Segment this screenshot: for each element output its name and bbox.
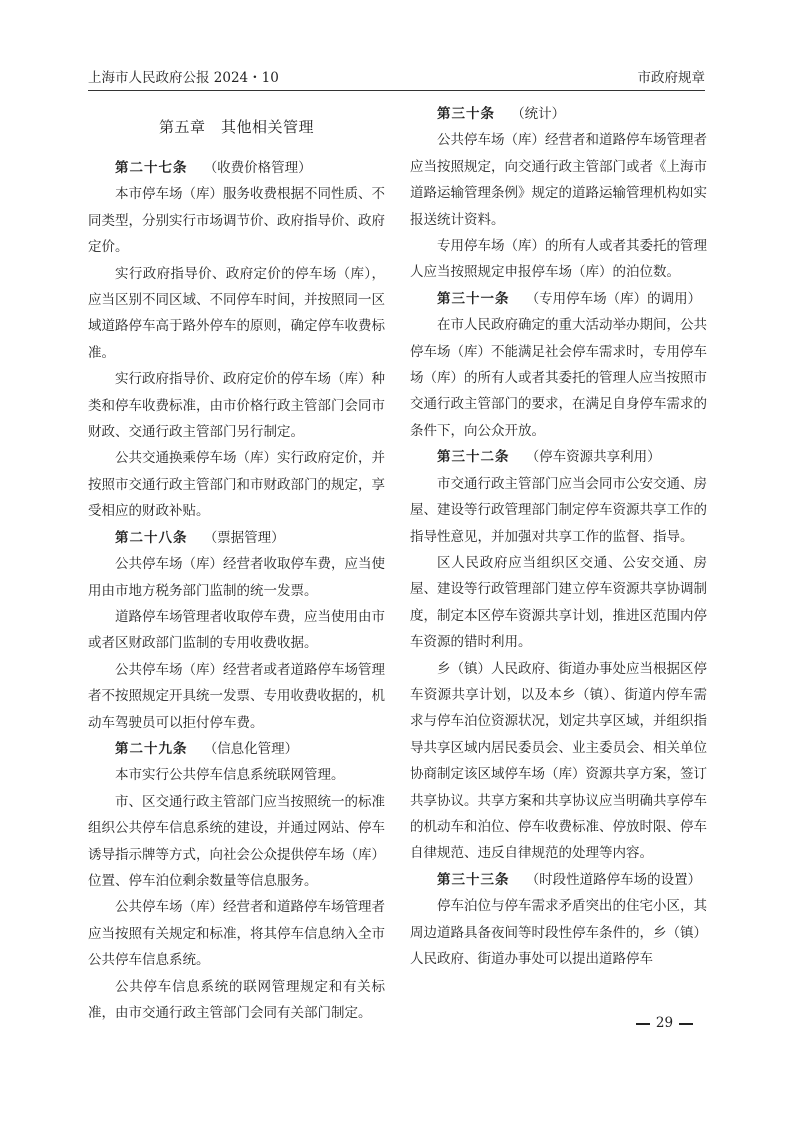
section-title: 市政府规章: [637, 70, 705, 86]
paragraph: 区人民政府应当组织区交通、公安交通、房屋、建设等行政管理部门建立停车资源共享协调制度，制定本区停车资源共享计划，推进区范围内停车资源的错时利用。: [410, 554, 707, 651]
page-number: [624, 1015, 705, 1031]
article-number: 第三十二条: [437, 449, 510, 466]
page-number-value: 29: [655, 1015, 674, 1031]
paragraph: 公共停车场（库）经营者收取停车费，应当使用由市地方税务部门监制的统一发票。: [88, 556, 385, 599]
paragraph: 公共停车场（库）经营者和道路停车场管理者应当按照有关规定和标准，将其停车信息纳入全市公共停车信息系统。: [88, 899, 385, 969]
article-title: （票据管理）: [203, 529, 285, 546]
article-title: （时段性道路停车场的设置）: [525, 871, 702, 888]
article-heading: [410, 101, 707, 127]
article-heading: [88, 736, 385, 762]
article-number: 第三十条: [437, 106, 495, 122]
paragraph: 本市停车场（库）服务收费根据不同性质、不同类型，分别实行市场调节价、政府指导价、政府定价。: [88, 186, 385, 256]
article-number: 第二十九条: [115, 740, 188, 757]
article-title: （收费价格管理）: [203, 160, 312, 176]
paragraph: 在市人民政府确定的重大活动举办期间，公共停车场（库）不能满足社会停车需求时，专用停车场（库）的所有人或者其委托的管理人应当按照市交通行政主管部门的要求，在满足自身停车需求的条件下，向公众开放。: [410, 317, 707, 439]
left-column: [88, 101, 385, 1026]
article-heading: [88, 155, 385, 181]
paragraph: 道路停车场管理者收取停车费，应当使用由市或者区财政部门监制的专用收费收据。: [88, 608, 385, 652]
article-heading: [410, 286, 707, 312]
article-title: （停车资源共享利用）: [525, 449, 661, 466]
article-heading: [410, 867, 707, 893]
page-dash-right: [679, 1023, 693, 1025]
paragraph: 公共停车场（库）经营者或者道路停车场管理者不按照规定开具统一发票、专用收费收据的，机动车驾驶员可以拒付停车费。: [88, 661, 385, 731]
paragraph: 实行政府指导价、政府定价的停车场（库）种类和停车收费标准，由市价格行政主管部门会同市财政、交通行政主管部门另行制定。: [88, 371, 385, 441]
header-rule: [88, 90, 705, 91]
article-title: （专用停车场（库）的调用）: [525, 290, 702, 307]
article-title: （信息化管理）: [203, 740, 299, 757]
page-header: [88, 64, 705, 86]
right-column: [410, 101, 707, 972]
publication-title: 上海市人民政府公报 2024・10: [88, 70, 279, 86]
article-title: （统计）: [511, 106, 566, 122]
paragraph: 公共停车信息系统的联网管理规定和有关标准，由市交通行政主管部门会同有关部门制定。: [88, 978, 385, 1021]
page-dash-left: [636, 1023, 650, 1025]
article-heading: [88, 525, 385, 551]
article-number: 第二十七条: [115, 160, 188, 176]
paragraph: 公共停车场（库）经营者和道路停车场管理者应当按照规定，向交通行政主管部门或者《上海市道路运输管理条例》规定的道路运输管理机构如实报送统计资料。: [410, 132, 707, 228]
paragraph: 公共交通换乘停车场（库）实行政府定价，并按照市交通行政主管部门和市财政部门的规定，享受相应的财政补贴。: [88, 450, 385, 520]
chapter-title: 第五章 其他相关管理: [158, 118, 314, 136]
article-number: 第三十一条: [437, 290, 510, 307]
paragraph: 市交通行政主管部门应当会同市公安交通、房屋、建设等行政管理部门制定停车资源共享工作的指导性意见，并加强对共享工作的监督、指导。: [410, 475, 707, 545]
paragraph: 实行政府指导价、政府定价的停车场（库），应当区别不同区域、不同停车时间，并按照同一区域道路停车高于路外停车的原则，确定停车收费标准。: [88, 265, 385, 361]
paragraph: 本市实行公共停车信息系统联网管理。: [115, 767, 345, 784]
article-heading: [410, 444, 707, 470]
article-number: 第三十三条: [437, 871, 510, 888]
paragraph: 乡（镇）人民政府、街道办事处应当根据区停车资源共享计划，以及本乡（镇）、街道内停车需求与停车泊位资源状况，划定共享区域，并组织指导共享区域内居民委员会、业主委员会、相关单位协商制定该区域停车场（库）资源共享方案，签订共享协议。共享方案和共享协议应当明确共享停车的机动车和泊位、停车收费标准、停放时限、停车自律规范、违反自律规范的处理等内容。: [410, 660, 707, 862]
paragraph: 专用停车场（库）的所有人或者其委托的管理人应当按照规定申报停车场（库）的泊位数。: [410, 238, 707, 281]
paragraph: 市、区交通行政主管部门应当按照统一的标准组织公共停车信息系统的建设，并通过网站、停车诱导指示牌等方式，向社会公众提供停车场（库）位置、停车泊位剩余数量等信息服务。: [88, 793, 385, 889]
paragraph: 停车泊位与停车需求矛盾突出的住宅小区，其周边道路具备夜间等时段性停车条件的，乡（镇）人民政府、街道办事处可以提出道路停车: [410, 898, 707, 967]
article-number: 第二十八条: [115, 529, 188, 546]
